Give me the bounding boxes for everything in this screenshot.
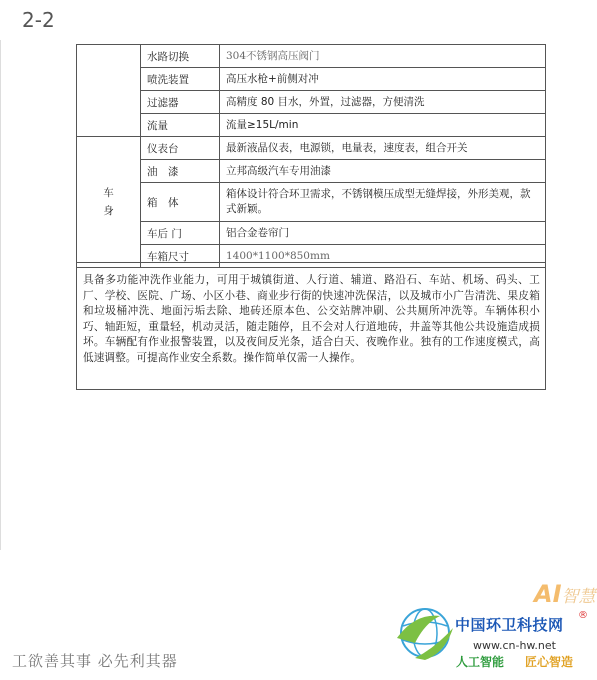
spec-label: 水路切换	[141, 45, 220, 68]
spec-value: 流量≥15L/min	[220, 114, 546, 137]
logo-ai-letters: AI	[534, 580, 562, 608]
table-row	[77, 222, 546, 245]
table-row	[77, 91, 546, 114]
table-row	[77, 137, 546, 160]
spec-label: 箱 体	[141, 183, 220, 222]
table-row	[77, 114, 546, 137]
group-label-text: 车 身	[103, 187, 114, 217]
logo-ai-mark	[534, 580, 596, 608]
logo-tagline-1: 人工智能	[456, 655, 505, 669]
group-label	[77, 137, 141, 268]
spec-label: 车箱尺寸	[141, 245, 220, 268]
table-row	[77, 183, 546, 222]
logo-tagline-2: 匠心智造	[525, 655, 574, 669]
table-row	[77, 160, 546, 183]
spec-value: 高压水枪+前侧对冲	[220, 68, 546, 91]
group-cell-empty	[77, 45, 141, 137]
spec-label: 车后 门	[141, 222, 220, 245]
description-box	[76, 262, 546, 390]
logo-url: www.cn-hw.net	[473, 639, 556, 652]
spec-label: 油 漆	[141, 160, 220, 183]
left-divider	[0, 40, 1, 550]
globe-icon	[397, 609, 453, 660]
spec-value: 最新液晶仪表，电源锁，电量表，速度表，组合开关	[220, 137, 546, 160]
table-row	[77, 68, 546, 91]
spec-value: 铝合金卷帘门	[220, 222, 546, 245]
table-row	[77, 45, 546, 68]
spec-value: 高精度 80 目水，外置，过滤器，方便清洗	[220, 91, 546, 114]
spec-table	[76, 44, 546, 268]
spec-value: 1400*1100*850mm	[220, 245, 546, 268]
registered-icon: ®	[578, 610, 588, 621]
logo-zhi-text: 智慧	[561, 587, 596, 607]
description-text: 具备多功能冲洗作业能力，可用于城镇街道、人行道、辅道、路沿石、车站、机场、码头、工厂、学校、医院、广场、小区小巷、商业步行街的快速冲洗保洁，以及城市小广告清洗、果皮箱和垃圾桶冲洗、地面污垢去除、地砖还原本色、公交站牌冲刷、公共厕所冲洗等。车辆体积小巧、轴距短，重量轻，机动灵活，随走随停，且不会对人行道地砖，井盖等其他公共设施造成损坏。车辆配有作业报警装置，以及夜间反光条，适合白天、夜晚作业。独有的工作速度模式，高低速调整。可提高作业安全系数。操作简单仅需一人操作。	[83, 274, 540, 364]
page-number: 2-2	[22, 8, 55, 32]
spec-value: 箱体设计符合环卫需求，不锈钢模压成型无缝焊接，外形美观，款式新颖。	[220, 183, 546, 222]
spec-label: 喷洗装置	[141, 68, 220, 91]
spec-label: 流量	[141, 114, 220, 137]
spec-value: 立邦高级汽车专用油漆	[220, 160, 546, 183]
spec-label: 过滤器	[141, 91, 220, 114]
slogan: 工欲善其事 必先利其器	[12, 652, 178, 670]
spec-value: 304不锈钢高压阀门	[220, 45, 546, 68]
spec-label: 仪表台	[141, 137, 220, 160]
logo-name: 中国环卫科技网	[455, 616, 564, 634]
